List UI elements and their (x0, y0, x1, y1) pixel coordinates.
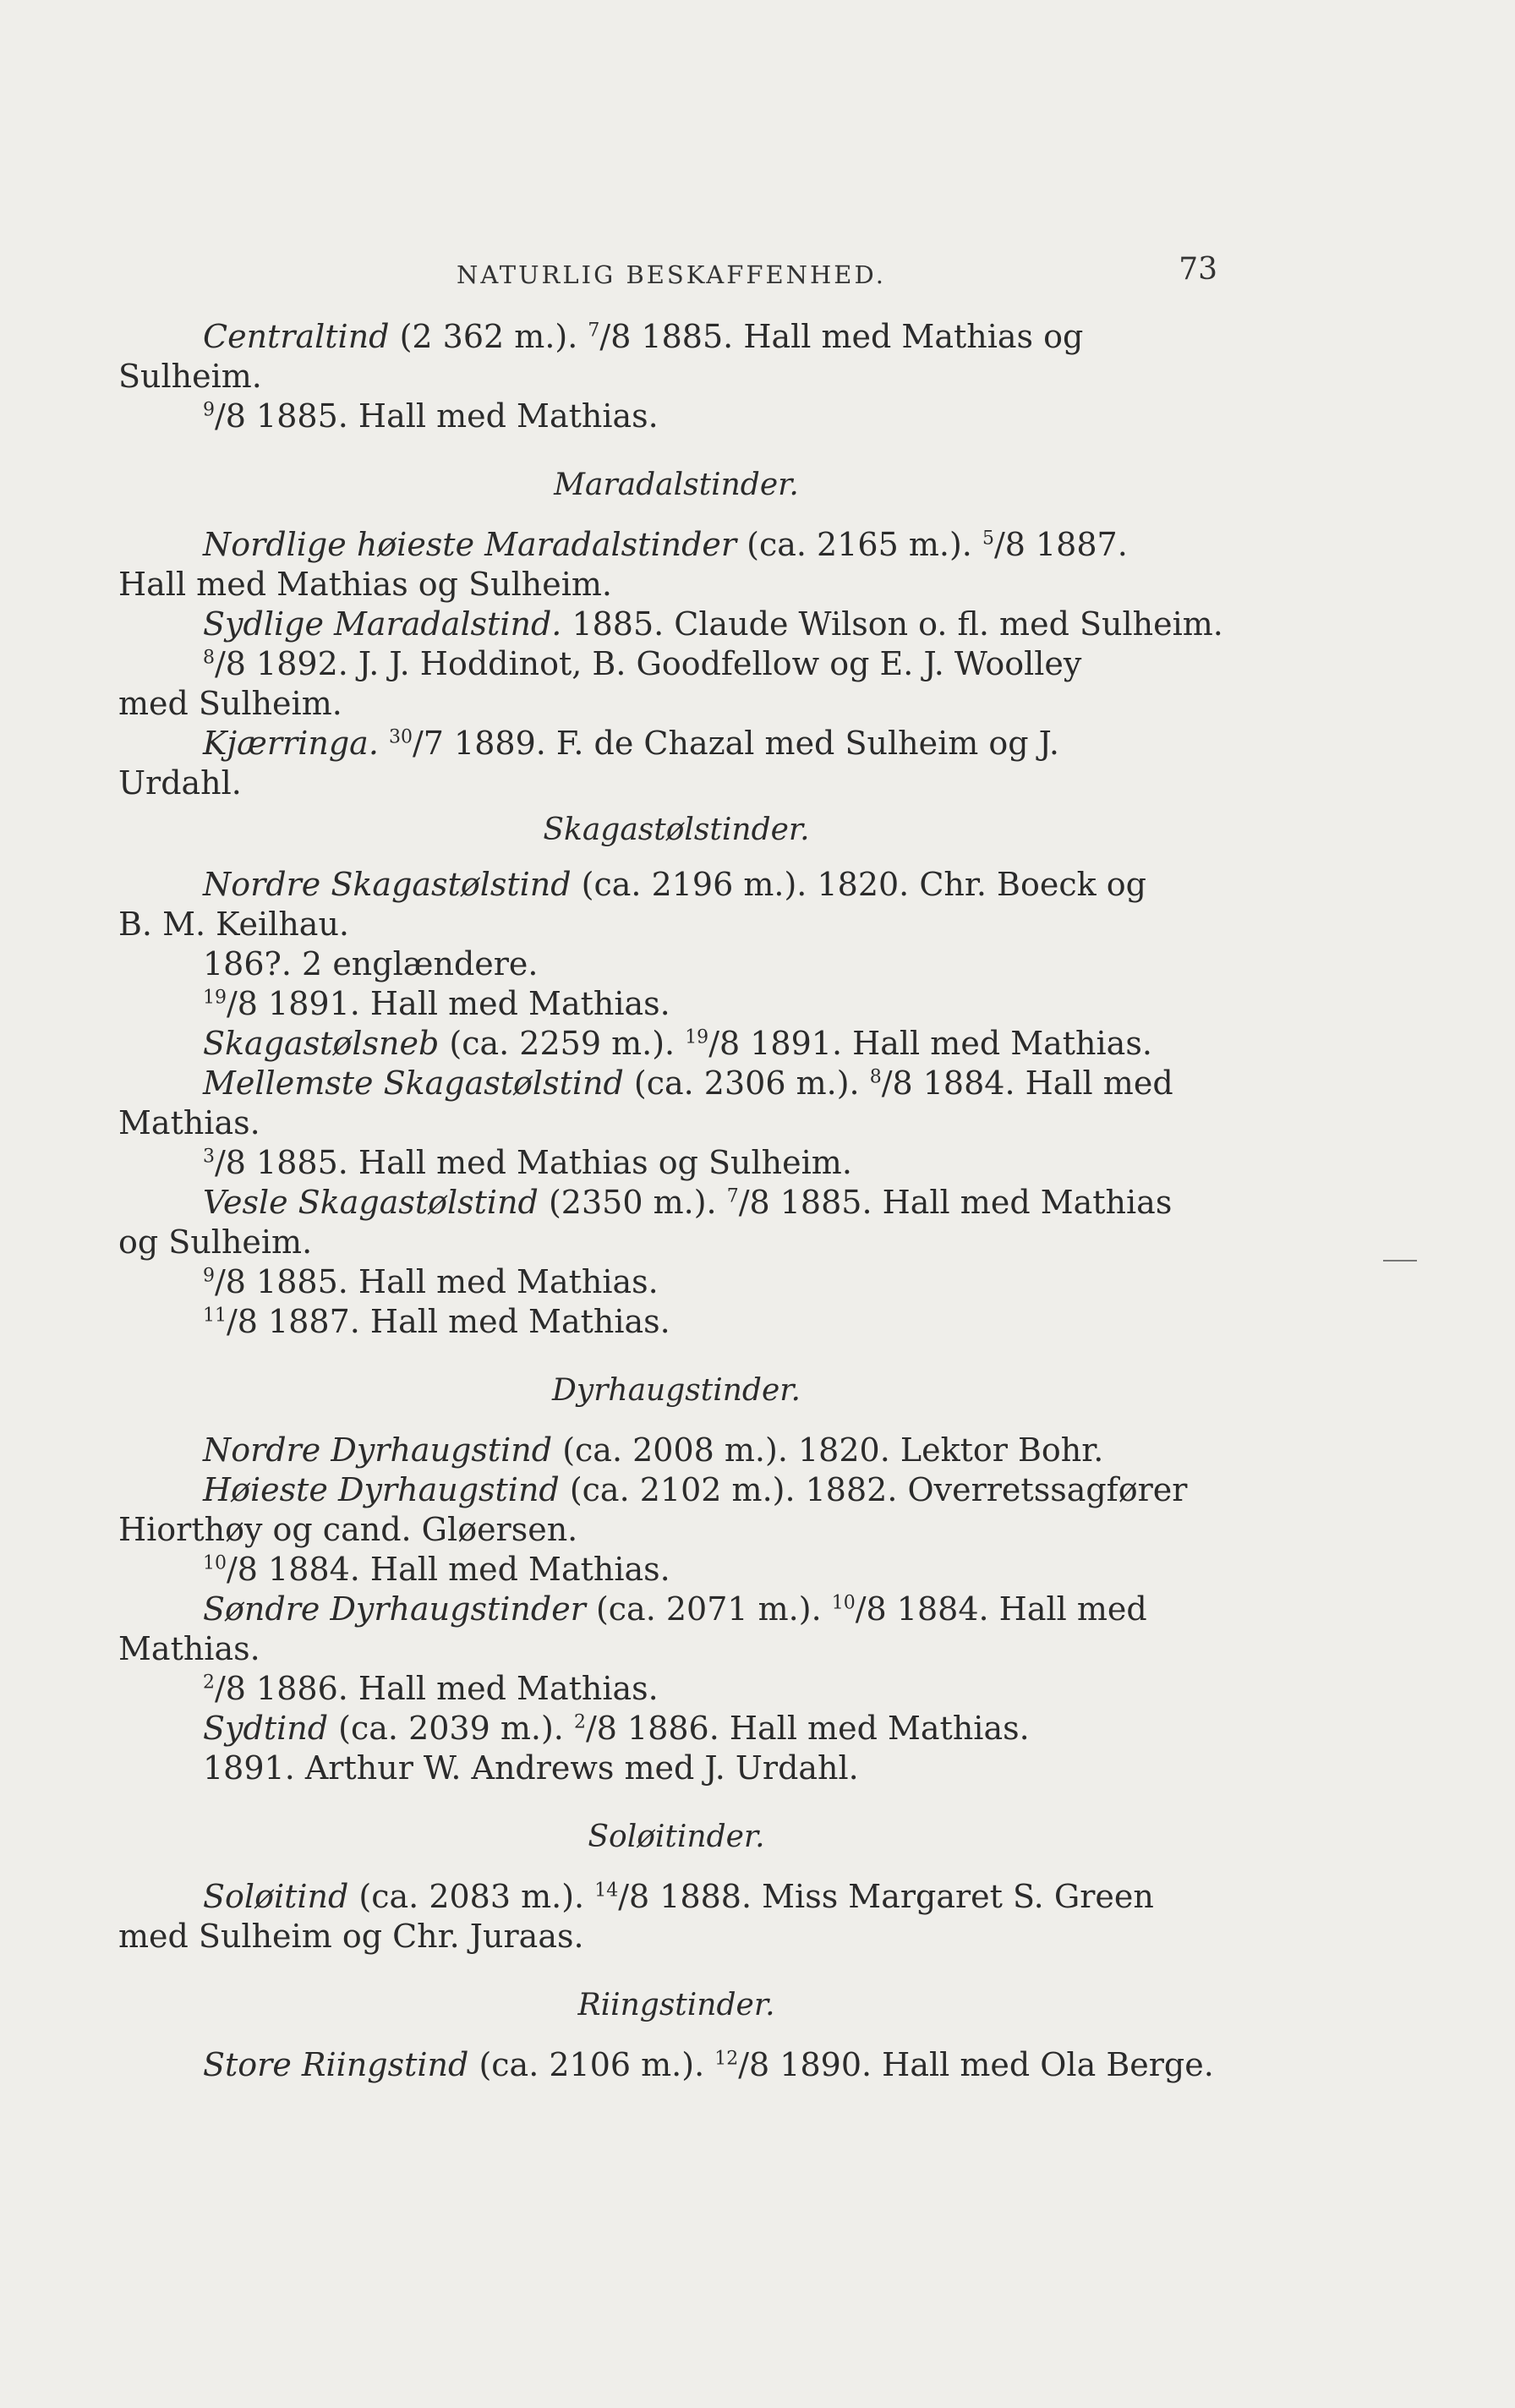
entry-line: $^{19}$/8 1891. Hall med Mathias. (203, 985, 670, 1022)
section-title: Maradalstinder. (554, 468, 799, 502)
entry-line: Centraltind (2 362 m.). $^7$/8 1885. Hall med Mathias og (203, 318, 1084, 355)
section-title: Riingstinder. (577, 1988, 775, 2022)
entry-line: Nordlige høieste Maradalstinder (ca. 2165 m.). $^5$/8 1887. (203, 526, 1128, 563)
entry-line: Høieste Dyrhaugstind (ca. 2102 m.). 1882. Overretssagfører (203, 1471, 1188, 1508)
section-title: Skagastølstinder. (543, 813, 810, 847)
entry-line: Skagastølsneb (ca. 2259 m.). $^{19}$/8 1891. Hall med Mathias. (203, 1025, 1152, 1062)
margin-mark (1383, 1260, 1417, 1261)
entry-line: og Sulheim. (118, 1223, 313, 1261)
peak-name: Centraltind (203, 318, 390, 355)
entry-line: $^8$/8 1892. J. J. Hoddinot, B. Goodfellow og E. J. Woolley (203, 645, 1082, 682)
entry-line: Sydlige Maradalstind. 1885. Claude Wilson o. fl. med Sulheim. (203, 605, 1223, 643)
entry-line: B. M. Keilhau. (118, 906, 349, 943)
entry-line: $^2$/8 1886. Hall med Mathias. (203, 1670, 659, 1707)
entry-line: Søndre Dyrhaugstinder (ca. 2071 m.). $^{10}$/8 1884. Hall med (203, 1590, 1147, 1628)
entry-line: Sulheim. (118, 358, 262, 395)
entry-line: $^{10}$/8 1884. Hall med Mathias. (203, 1551, 670, 1588)
page-number: 73 (1179, 252, 1217, 287)
entry-line: Mathias. (118, 1104, 260, 1141)
entry-line: Mellemste Skagastølstind (ca. 2306 m.). $^8$/8 1884. Hall med (203, 1064, 1173, 1102)
entry-line: Nordre Skagastølstind (ca. 2196 m.). 1820. Chr. Boeck og (203, 866, 1146, 903)
entry-line: med Sulheim og Chr. Juraas. (118, 1918, 584, 1955)
entry-line: Urdahl. (118, 764, 242, 802)
entry-line: Store Riingstind (ca. 2106 m.). $^{12}$/8 1890. Hall med Ola Berge. (203, 2046, 1214, 2083)
page-header (118, 252, 1217, 294)
entry-line: med Sulheim. (118, 685, 342, 722)
entry-line: $^3$/8 1885. Hall med Mathias og Sulheim. (203, 1144, 852, 1181)
entry-line: Mathias. (118, 1630, 260, 1667)
entry-line: Nordre Dyrhaugstind (ca. 2008 m.). 1820. Lektor Bohr. (203, 1431, 1104, 1469)
entry-line: Sydtind (ca. 2039 m.). $^2$/8 1886. Hall med Mathias. (203, 1710, 1030, 1747)
entry-line: $^9$/8 1885. Hall med Mathias. (203, 397, 659, 435)
entry-line: Hiorthøy og cand. Gløersen. (118, 1511, 578, 1548)
entry-line: Soløitind (ca. 2083 m.). $^{14}$/8 1888. Miss Margaret S. Green (203, 1878, 1154, 1915)
section-title: Soløitinder. (588, 1820, 765, 1854)
entry-line: Hall med Mathias og Sulheim. (118, 566, 612, 603)
entry-line: 186?. 2 englændere. (203, 945, 539, 982)
entry-line: 1891. Arthur W. Andrews med J. Urdahl. (203, 1749, 859, 1787)
entry-line: Vesle Skagastølstind (2350 m.). $^7$/8 1885. Hall med Mathias (203, 1184, 1173, 1221)
entry-line: Kjærringa. $^{30}$/7 1889. F. de Chazal med Sulheim og J. (203, 725, 1059, 762)
section-title: Dyrhaugstinder. (552, 1373, 801, 1408)
entry-line: $^{11}$/8 1887. Hall med Mathias. (203, 1303, 670, 1340)
page-body (118, 317, 1234, 2085)
running-head: NATURLIG BESKAFFENHED. (457, 260, 886, 289)
entry-line: $^9$/8 1885. Hall med Mathias. (203, 1263, 659, 1300)
